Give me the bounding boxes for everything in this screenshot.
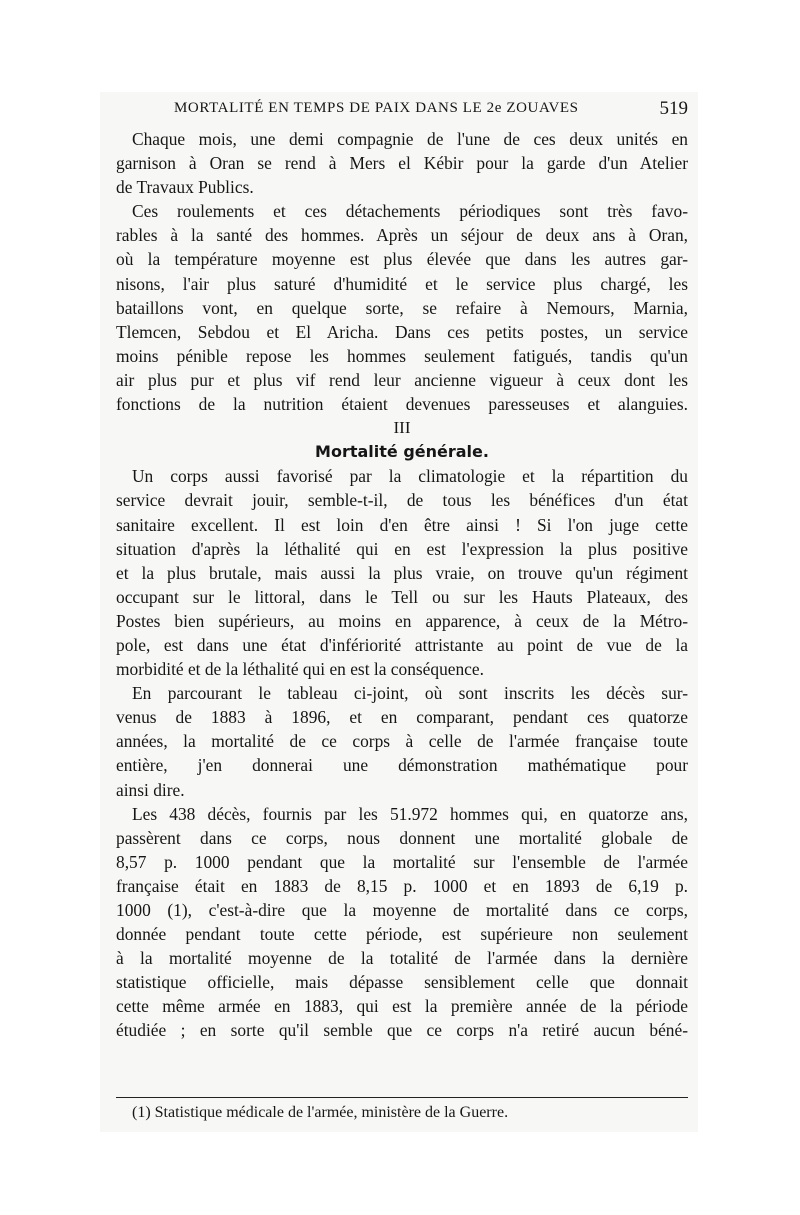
text-line: rables à la santé des hommes. Après un séjour de deux ans à Oran, (116, 225, 688, 246)
running-title: MORTALITÉ EN TEMPS DE PAIX DANS LE 2e ZOUAVES (174, 100, 579, 116)
text-line: situation d'après la léthalité qui en est l'expression la plus positive (116, 538, 688, 559)
body-text (116, 127, 688, 1043)
text-line: de Travaux Publics. (116, 177, 254, 198)
text-line: bataillons vont, en quelque sorte, se refaire à Nemours, Marnia, (116, 297, 688, 318)
section-title: Mortalité générale. (315, 442, 489, 462)
text-line: passèrent dans ce corps, nous donnent une mortalité globale de (116, 827, 688, 848)
text-line: étudiée ; en sorte qu'il semble que ce corps n'a retiré aucun béné- (116, 1020, 688, 1041)
text-line: moins pénible repose les hommes seulement fatigués, tandis qu'un (116, 345, 688, 366)
text-line: Les 438 décès, fournis par les 51.972 hommes qui, en quatorze ans, (132, 803, 688, 824)
text-line: où la température moyenne est plus élevée que dans les autres gar- (116, 249, 688, 270)
text-line: française était en 1883 de 8,15 p. 1000 et en 1893 de 6,19 p. (116, 875, 688, 896)
footnote-rule (116, 1097, 688, 1098)
page-number: 519 (659, 98, 688, 119)
text-line: 8,57 p. 1000 pendant que la mortalité sur l'ensemble de l'armée (116, 851, 688, 872)
text-line: occupant sur le littoral, dans le Tell ou sur les Hauts Plateaux, des (116, 586, 688, 607)
text-line: entière, j'en donnerai une démonstration mathématique pour (116, 755, 688, 776)
text-line: à la mortalité moyenne de la totalité de l'armée dans la dernière (116, 948, 688, 969)
text-line: 1000 (1), c'est-à-dire que la moyenne de mortalité dans ce corps, (116, 900, 688, 920)
section-number: III (393, 418, 411, 438)
text-line: ainsi dire. (116, 779, 185, 800)
text-line: pole, est dans une état d'infériorité attristante au point de vue de la (116, 634, 688, 655)
text-line: Ces roulements et ces détachements périodiques sont très favo- (132, 201, 688, 222)
text-line: service devrait jouir, semble-t-il, de tous les bénéfices d'un état (116, 490, 688, 511)
text-line: Tlemcen, Sebdou et El Aricha. Dans ces petits postes, un service (116, 321, 688, 342)
text-line: statistique officielle, mais dépasse sensiblement celle que donnait (116, 972, 688, 993)
text-line: garnison à Oran se rend à Mers el Kébir pour la garde d'un Atelier (116, 153, 688, 174)
text-line: donnée pendant toute cette période, est supérieure non seulement (116, 924, 688, 945)
text-line: Un corps aussi favorisé par la climatologie et la répartition du (132, 466, 688, 487)
text-line: Chaque mois, une demi compagnie de l'une de ces deux unités en (132, 129, 688, 149)
text-line: air plus pur et plus vif rend leur ancienne vigueur à ceux dont les (116, 369, 688, 390)
text-line: et la plus brutale, mais aussi la plus vraie, on trouve qu'un régiment (116, 562, 688, 583)
text-line: cette même armée en 1883, qui est la première année de la période (116, 996, 688, 1017)
text-line: En parcourant le tableau ci-joint, où sont inscrits les décès sur- (132, 683, 688, 704)
text-line: sanitaire excellent. Il est loin d'en être ainsi ! Si l'on juge cette (116, 514, 688, 535)
running-header (116, 100, 688, 124)
text-line: nisons, l'air plus saturé d'humidité et le service plus chargé, les (116, 273, 688, 294)
text-line: fonctions de la nutrition étaient devenues paresseuses et alanguies. (116, 394, 688, 415)
text-line: années, la mortalité de ce corps à celle de l'armée française toute (116, 731, 688, 752)
text-line: venus de 1883 à 1896, et en comparant, pendant ces quatorze (116, 707, 688, 728)
footnote: (1) Statistique médicale de l'armée, ministère de la Guerre. (132, 1104, 509, 1121)
text-line: Postes bien supérieurs, au moins en apparence, à ceux de la Métro- (116, 610, 688, 631)
text-line: morbidité et de la léthalité qui en est la conséquence. (116, 659, 484, 680)
